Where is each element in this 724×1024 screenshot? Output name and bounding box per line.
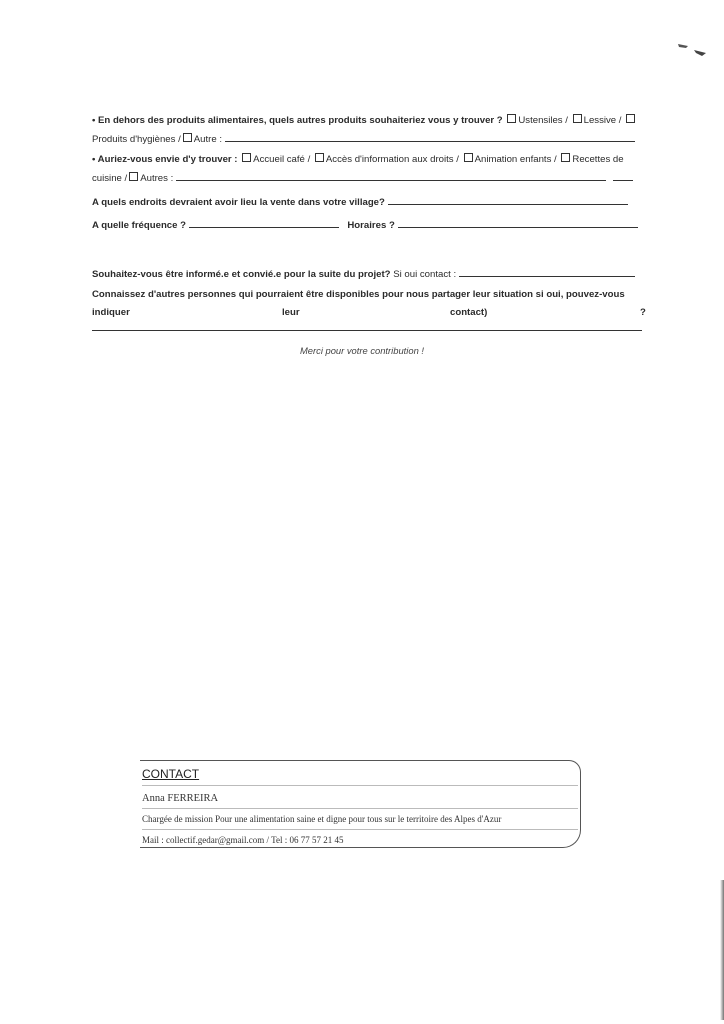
contact-divider xyxy=(142,829,578,830)
question-keep-informed: Souhaitez-vous être informé.e et convié.e pour la suite du projet? Si oui contact : xyxy=(92,265,648,284)
contact-divider xyxy=(142,785,578,786)
form-page: • En dehors des produits alimentaires, quels autres produits souhaiteriez vous y trouver ? Ustensiles / Lessive / Produits d'hygiènes / Autre : • Auriez-vous envie d'y trouver : Accueil café / Accès d'information aux droits / Animation enfants / Recettes de cuisine / Autres : A quels endroits devraient avoir lieu la vente dans votre village? A quelle fréquence ? Horaires ? Souhaitez-vous être informé.e et convié.e pour la suite du projet? Si oui contact : Connaissez d'autres personnes qui pourraient être disponibles pour nous partager leur situation si oui, pouvez-vous indiquer leur contact) ? Merci pour votre contribution ! CONTACT Anna FERREIRA Chargée de mission Pour une alimentation saine et digne pour tous sur le territoire des Alpes d'Azur Mail : collectif.gedar@gmail.com / Tel : 06 77 57 21 45 xyxy=(0,0,724,1024)
autres-services-answer-line[interactable] xyxy=(176,169,606,181)
autre-products-answer-line[interactable] xyxy=(225,130,635,142)
contact-mail: Mail : collectif.gedar@gmail.com / Tel : 06 77 57 21 45 xyxy=(142,835,344,845)
contact-name: Anna FERREIRA xyxy=(142,793,219,804)
contact-divider xyxy=(142,808,578,809)
question-other-products-line2: Produits d'hygiènes / Autre : xyxy=(92,130,648,149)
question-locations: A quels endroits devraient avoir lieu la vente dans votre village? xyxy=(92,193,648,212)
question-frequency: A quelle fréquence ? Horaires ? xyxy=(92,216,648,235)
checkbox-autres[interactable] xyxy=(129,172,138,181)
question-services-line2: cuisine / Autres : xyxy=(92,169,648,188)
hours-answer-line[interactable] xyxy=(398,216,638,228)
contact-title: CONTACT xyxy=(142,767,200,781)
checkbox-recettes[interactable] xyxy=(561,153,570,162)
frequency-answer-line[interactable] xyxy=(189,216,339,228)
checkbox-acces-droits[interactable] xyxy=(315,153,324,162)
question-other-people: Connaissez d'autres personnes qui pourraient être disponibles pour nous partager leur situation si oui, pouvez-vous xyxy=(92,289,625,300)
checkbox-lessive[interactable] xyxy=(573,114,582,123)
question-other-products: • En dehors des produits alimentaires, quels autres produits souhaiteriez vous y trouver ? Ustensiles / Lessive / xyxy=(92,112,648,130)
locations-answer-line[interactable] xyxy=(388,193,628,205)
thanks-message: Merci pour votre contribution ! xyxy=(299,345,424,356)
checkbox-accueil-cafe[interactable] xyxy=(242,153,251,162)
other-people-answer-line[interactable] xyxy=(92,330,642,331)
contact-role: Chargée de mission Pour une alimentation saine et digne pour tous sur le territoire des Alpes d'Azur xyxy=(142,814,502,824)
autres-services-answer-line-end[interactable] xyxy=(613,169,633,181)
checkbox-animation-enfants[interactable] xyxy=(464,153,473,162)
contact-answer-line[interactable] xyxy=(459,265,635,277)
contact-box xyxy=(140,760,581,848)
checkbox-ustensiles[interactable] xyxy=(507,114,516,123)
scan-artifact-icon xyxy=(676,38,710,62)
checkbox-hygiene[interactable] xyxy=(626,114,635,123)
question-services: • Auriez-vous envie d'y trouver : Accueil café / Accès d'information aux droits / Animation enfants / Recettes de xyxy=(92,154,624,165)
scan-edge-shadow xyxy=(720,880,724,1020)
checkbox-autre[interactable] xyxy=(183,133,192,142)
